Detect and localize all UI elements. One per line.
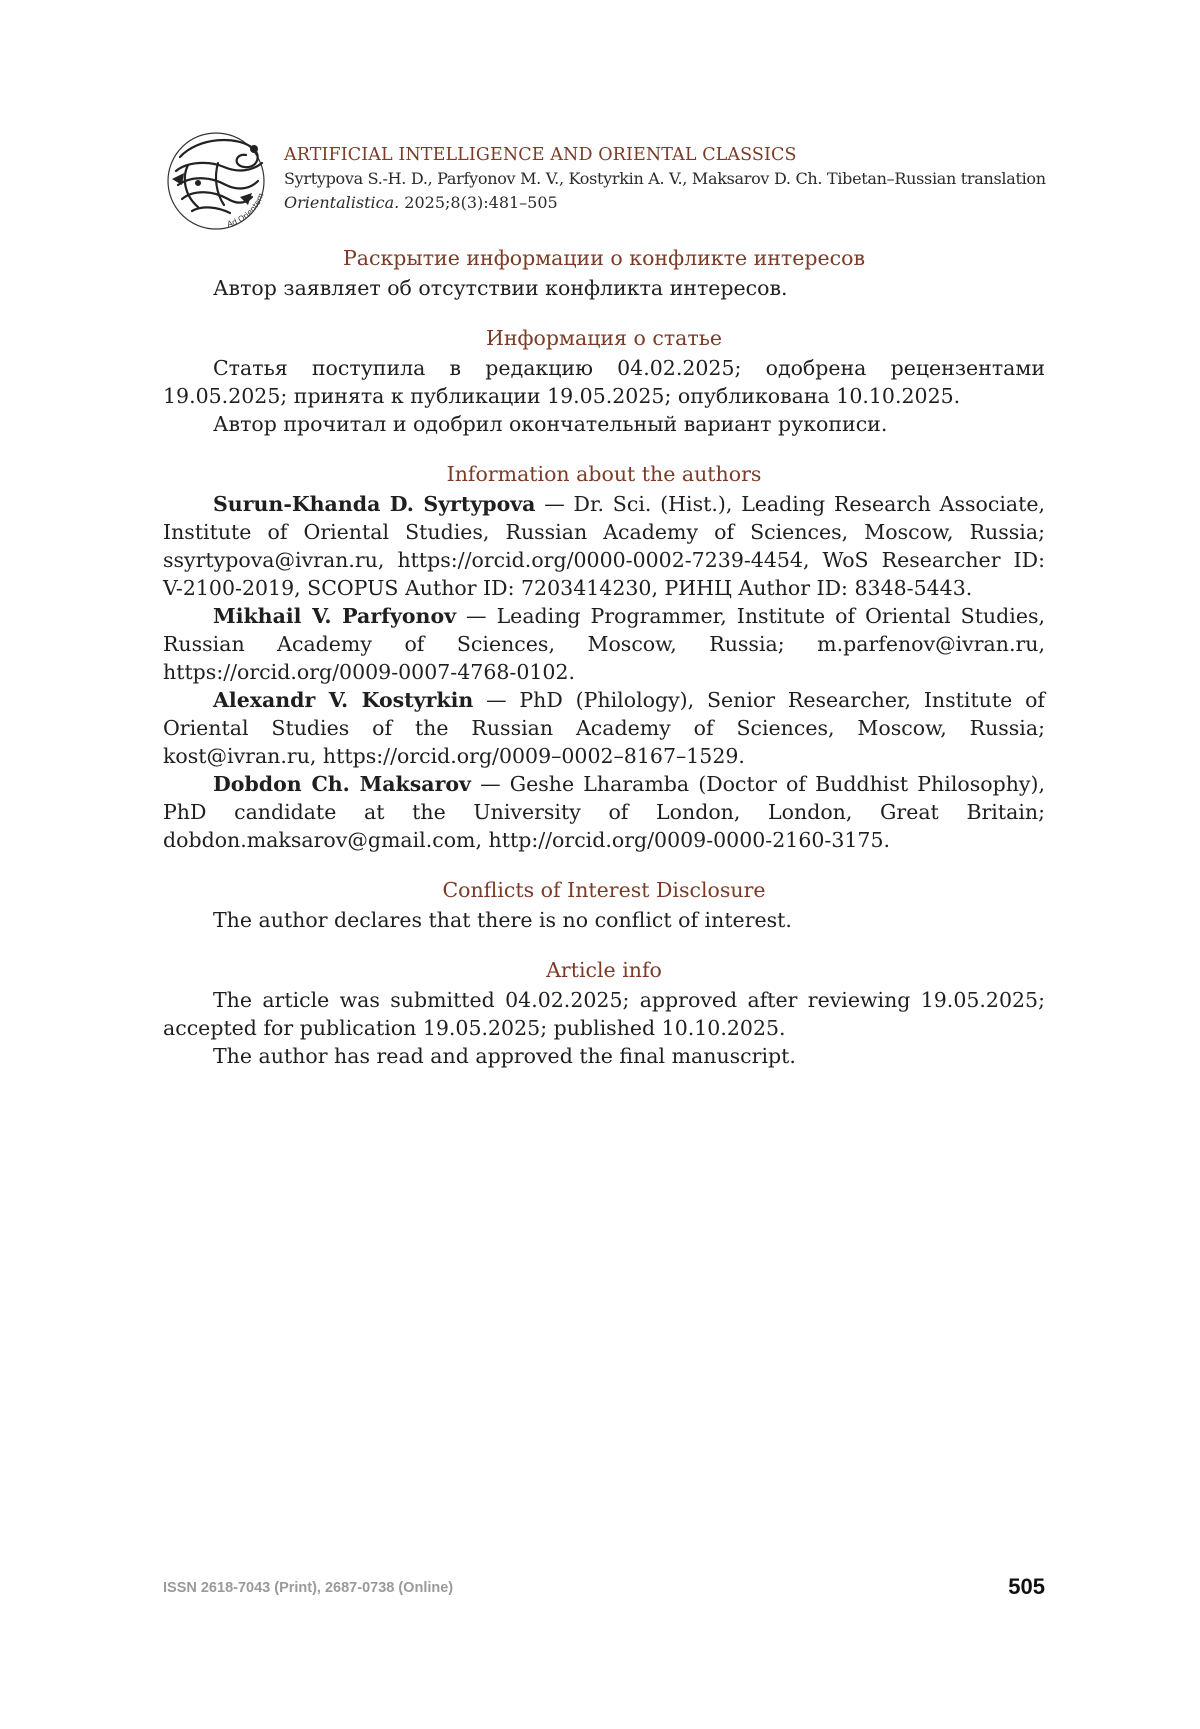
running-header [158,125,1058,235]
page-content [163,244,1045,1070]
journal-name: Orientalistica. [284,193,400,212]
paragraph: The author declares that there is no conflict of interest. [213,908,792,932]
logo-arc-text: Ad Orientem [226,191,266,230]
running-authors: Syrtypova S.-H. D., Parfyonov M. V., Kostyrkin A. V., Maksarov D. Ch. Tibetan–Russian translation [284,169,1046,188]
article-en-section [163,956,1045,1070]
paragraph: The author has read and approved the final manuscript. [213,1044,796,1068]
conflict-en-section [163,876,1045,934]
issn-text: ISSN 2618-7043 (Print), 2687-0738 (Online) [163,1580,454,1596]
paragraph: Автор прочитал и одобрил окончательный вариант рукописи. [213,412,888,436]
author-name: Surun-Khanda D. Syrtypova [213,492,536,516]
section-title: Article info [546,958,662,982]
author-entry [163,602,1045,686]
author-details: — Dr. Sci. (Hist.), Leading Research Associate, Institute of Oriental Studies, Russian Academy of Sciences, Moscow, Russia; ssyrtypova@ivran.ru, https://orcid.org/0000-0002-7239-4454, WoS Researcher ID: V-2100-2019, SCOPUS Author ID: 7203414230, РИНЦ Author ID: 8348-5443. [163,492,1045,600]
author-entry [163,770,1045,854]
conflict-ru-section [163,244,1045,302]
author-details: — PhD (Philology), Senior Researcher, Institute of Oriental Studies of the Russian Academy of Sciences, Moscow, Russia; kost@ivran.ru, https://orcid.org/0009–0002–8167–1529. [163,688,1045,768]
journal-issue: 2025;8(3):481–505 [399,193,558,212]
journal-logo-icon [158,127,274,233]
running-journal [284,191,1046,215]
author-name: Mikhail V. Parfyonov [213,604,457,628]
section-title: Information about the authors [446,462,762,486]
section-title: Раскрытие информации о конфликте интересов [342,246,866,270]
article-ru-section [163,324,1045,438]
author-details: — Leading Programmer, Institute of Oriental Studies, Russian Academy of Sciences, Moscow, Russia; m.parfenov@ivran.ru, https://orcid.org/0009-0007-4768-0102. [163,604,1045,684]
page-number: 505 [1008,1574,1045,1599]
author-name: Alexandr V. Kostyrkin [213,688,474,712]
paragraph: Статья поступила в редакцию 04.02.2025; одобрена рецензентами 19.05.2025; принята к публикации 19.05.2025; опубликована 10.10.2025. [163,356,1045,408]
authors-section [163,460,1045,854]
author-entry [163,490,1045,602]
paragraph: Автор заявляет об отсутствии конфликта интересов. [213,276,788,300]
running-title: ARTIFICIAL INTELLIGENCE AND ORIENTAL CLASSICS [284,145,797,165]
page-footer [163,1574,1045,1604]
section-title: Информация о статье [485,326,723,350]
author-details: — Geshe Lharamba (Doctor of Buddhist Philosophy), PhD candidate at the University of London, London, Great Britain; dobdon.maksarov@gmail.com, http://orcid.org/0009-0000-2160-3175. [163,772,1045,852]
author-entry [163,686,1045,770]
section-title: Conflicts of Interest Disclosure [442,878,766,902]
author-name: Dobdon Ch. Maksarov [213,772,471,796]
paragraph: The article was submitted 04.02.2025; approved after reviewing 19.05.2025; accepted for publication 19.05.2025; published 10.10.2025. [163,988,1045,1040]
